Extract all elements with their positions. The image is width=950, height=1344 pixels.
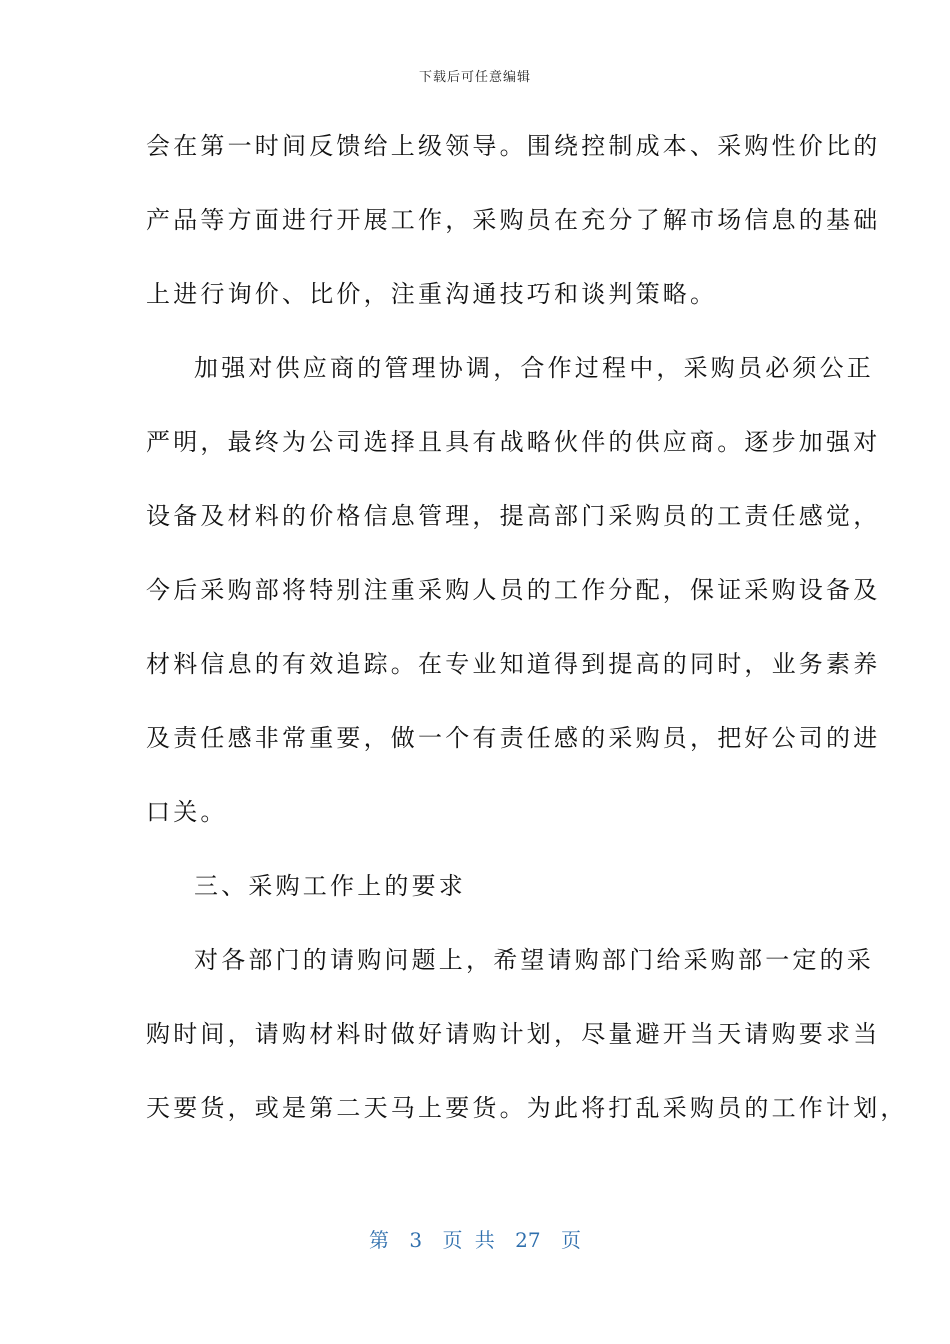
paragraph-start-line: 加强对供应商的管理协调，合作过程中，采购员必须公正: [194, 354, 874, 382]
page-header: 下载后可任意编辑: [418, 70, 531, 85]
section-heading: 三、采购工作上的要求: [194, 872, 466, 900]
text-line: 材料信息的有效追踪。在专业知道得到提高的同时，业务素养: [146, 650, 881, 678]
text-line: 口关。: [146, 798, 228, 826]
current-page-number: 3: [409, 1228, 423, 1252]
text-line: 天要货，或是第二天马上要货。为此将打乱采购员的工作计划，: [146, 1094, 908, 1122]
text-line: 今后采购部将特别注重采购人员的工作分配，保证采购设备及: [146, 576, 881, 604]
footer-suffix: 页: [560, 1228, 581, 1252]
total-page-count: 27: [515, 1228, 541, 1252]
paragraph-start-line: 对各部门的请购问题上，希望请购部门给采购部一定的采: [194, 946, 874, 974]
page-footer: [0, 1224, 950, 1253]
footer-prefix: 第: [369, 1228, 389, 1252]
text-line: 购时间，请购材料时做好请购计划，尽量避开当天请购要求当: [146, 1020, 881, 1048]
body-text: [146, 122, 908, 1158]
text-line: 产品等方面进行开展工作，采购员在充分了解市场信息的基础: [146, 206, 881, 234]
text-line: 严明，最终为公司选择且具有战略伙伴的供应商。逐步加强对: [146, 428, 881, 456]
footer-middle: 页 共: [442, 1228, 495, 1252]
text-line: 会在第一时间反馈给上级领导。围绕控制成本、采购性价比的: [146, 132, 881, 160]
text-line: 及责任感非常重要，做一个有责任感的采购员，把好公司的进: [146, 724, 881, 752]
text-line: 设备及材料的价格信息管理，提高部门采购员的工责任感觉，: [146, 502, 881, 530]
text-line: 上进行询价、比价，注重沟通技巧和谈判策略。: [146, 280, 718, 308]
